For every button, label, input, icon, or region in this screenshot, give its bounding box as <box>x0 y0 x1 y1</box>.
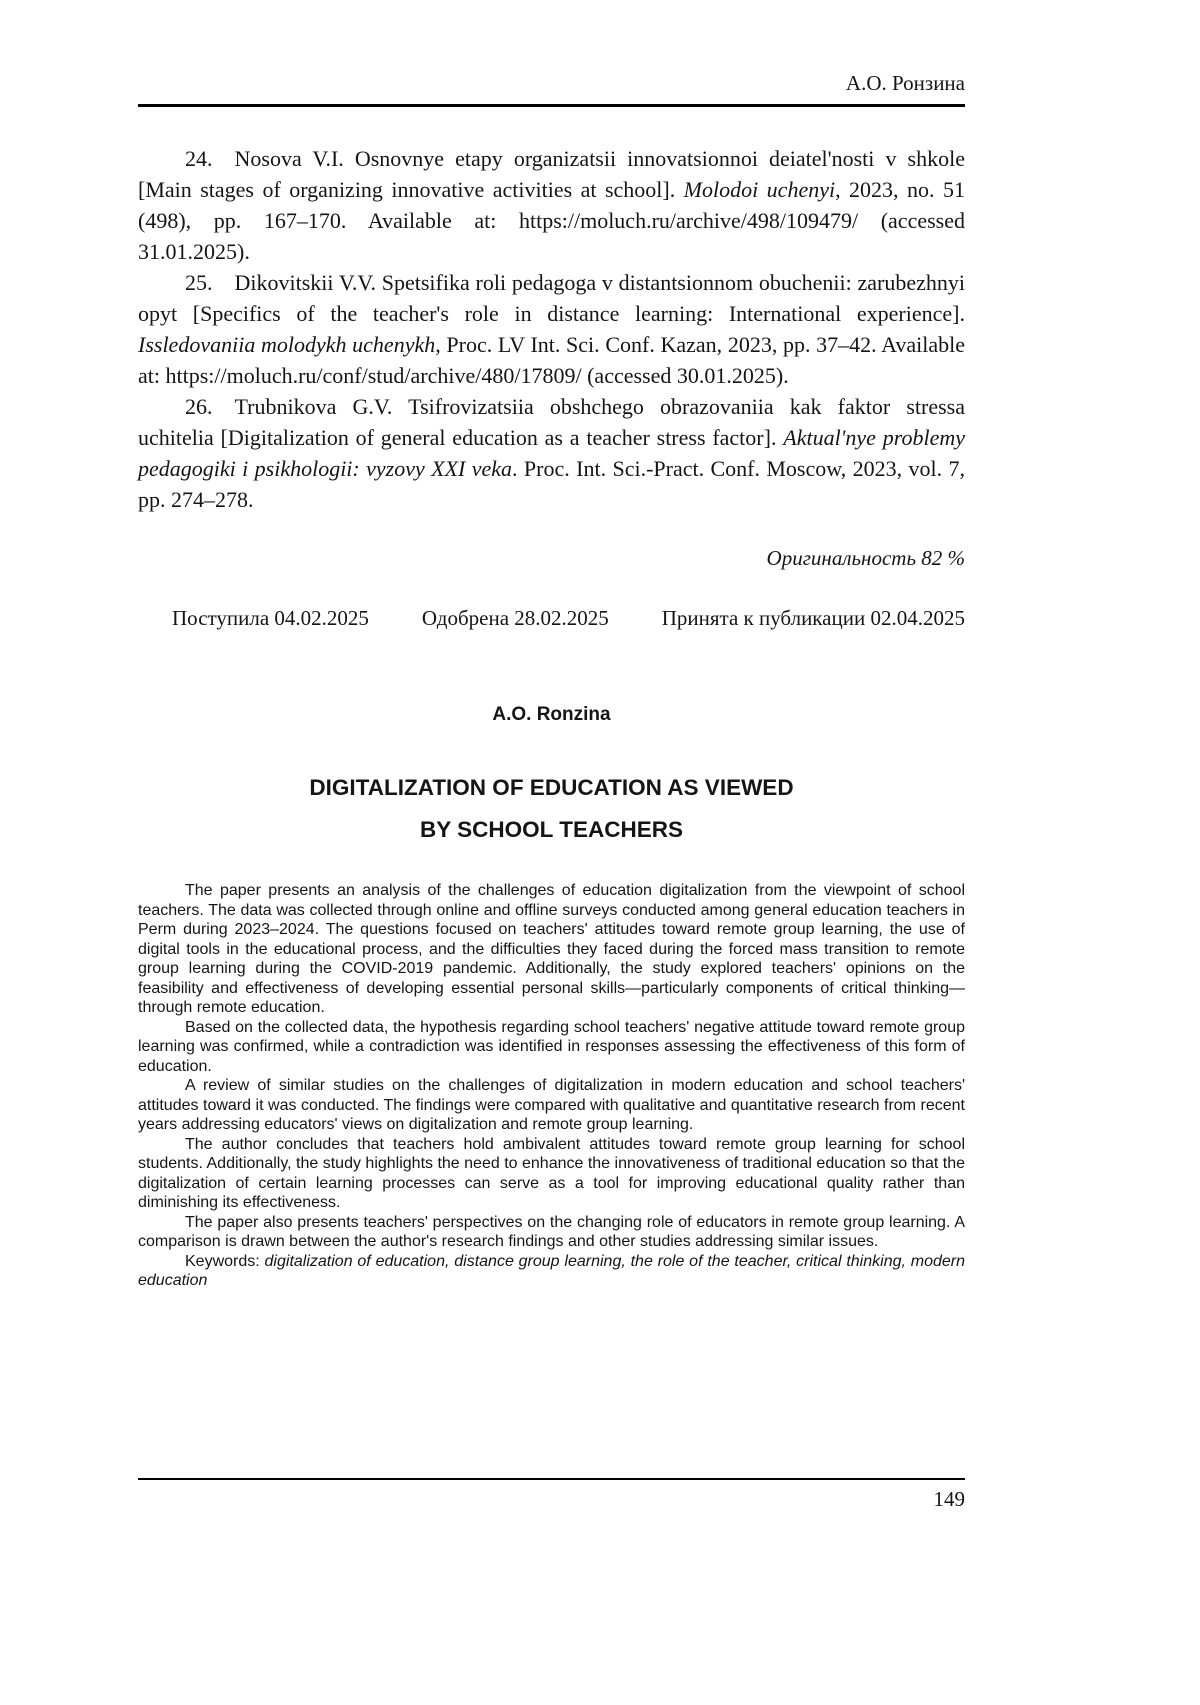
footer-rule <box>138 1478 965 1480</box>
abstract-paragraph <box>138 1213 965 1252</box>
italic-text-run: Issledovaniia molodykh uchenykh <box>138 332 436 357</box>
references-list <box>138 143 965 515</box>
dates-row <box>138 605 965 631</box>
article-title-line2: BY SCHOOL TEACHERS <box>420 817 683 842</box>
text-run: 26. Trubnikova G.V. Tsifrovizatsiia obshchego obrazovaniia kak faktor stressa uchitelia [Digitalization of general education as a teacher stress factor]. <box>138 394 965 450</box>
text-run: A review of similar studies on the challenges of digitalization in modern education and school teachers' attitudes toward it was conducted. The findings were compared with qualitative and quantitative research from recent years addressing educators' views on digitalization and remote group learning. <box>138 1077 965 1133</box>
date-accepted: Принята к публикации 02.04.2025 <box>661 606 965 630</box>
text-run: Based on the collected data, the hypothesis regarding school teachers' negative attitude toward remote group learning was confirmed, while a contradiction was identified in responses assessing the effectiveness of this form of education. <box>138 1018 965 1075</box>
date-approved: Одобрена 28.02.2025 <box>421 606 609 630</box>
running-head-author: А.О. Ронзина <box>845 71 965 95</box>
abstract-paragraph <box>138 1076 965 1135</box>
abstract-paragraph <box>138 1135 965 1213</box>
reference-item <box>138 267 965 391</box>
italic-text-run: digitalization of education, distance group learning, the role of the teacher, critical thinking, modern education <box>138 1252 966 1289</box>
text-run: 25. Dikovitskii V.V. Spetsifika roli pedagoga v distantsionnom obuchenii: zarubezhnyi opyt [Specifics of the teacher's role in distance learning: International experience]. <box>138 270 965 326</box>
text-run: , 2023, no. 51 (498), pp. 167–170. Available at: https://moluch.ru/archive/498/109479/ (accessed 31.01.2025). <box>138 177 965 264</box>
text-run: . Proc. Int. Sci.-Pract. Conf. Moscow, 2023, vol. 7, pp. 274–278. <box>138 456 965 512</box>
article-title <box>138 767 965 851</box>
text-run: 24. Nosova V.I. Osnovnye etapy organizatsii innovatsionnoi deiatel'nosti v shkole [Main stages of organizing innovative activities at school]. <box>138 146 965 202</box>
author-name: A.O. Ronzina <box>492 704 611 725</box>
header-rule <box>138 104 965 107</box>
text-run: , Proc. LV Int. Sci. Conf. Kazan, 2023, pp. 37–42. Available at: https://moluch.ru/conf/stud/archive/480/17809/ (accessed 30.01.2025). <box>138 332 966 388</box>
text-run: The paper presents an analysis of the challenges of education digitalization from the viewpoint of school teachers. The data was collected through online and offline surveys conducted among general education teachers in Perm during 2023–2024. The questions focused on teachers' attitudes toward remote group learning, the use of digital tools in the educational process, and the difficulties they faced during the forced mass transition to remote group learning during the COVID-2019 pandemic. Additionally, the study explored teachers' opinions on the feasibility and effectiveness of developing essential personal skills—particularly components of critical thinking—through remote education. <box>138 882 965 1016</box>
reference-item <box>138 391 965 515</box>
originality-note: Оригинальность 82 % <box>766 546 965 570</box>
page-number: 149 <box>933 1487 965 1511</box>
reference-item <box>138 143 965 267</box>
italic-text-run: Aktual'nye problemy pedagogiki i psikhologii: vyzovy XXI veka <box>138 425 965 481</box>
italic-text-run: Molodoi uchenyi <box>683 177 836 202</box>
text-run: The paper also presents teachers' perspectives on the changing role of educators in remote group learning. A comparison is drawn between the author's research findings and other studies addressing similar issues. <box>138 1213 965 1250</box>
article-title-line1: DIGITALIZATION OF EDUCATION AS VIEWED <box>309 775 794 800</box>
abstract <box>138 881 965 1291</box>
page-content <box>138 0 965 1291</box>
date-received: Поступила 04.02.2025 <box>172 606 369 630</box>
abstract-paragraph <box>138 1018 965 1077</box>
abstract-paragraph <box>138 881 965 1018</box>
text-run: The author concludes that teachers hold ambivalent attitudes toward remote group learning for school students. Additionally, the study highlights the need to enhance the innovativeness of traditional education so that the digitalization of certain learning processes can serve as a tool for improving educational quality rather than diminishing its effectiveness. <box>138 1135 965 1211</box>
text-run: Keywords: <box>185 1252 265 1270</box>
abstract-paragraph <box>138 1252 965 1291</box>
